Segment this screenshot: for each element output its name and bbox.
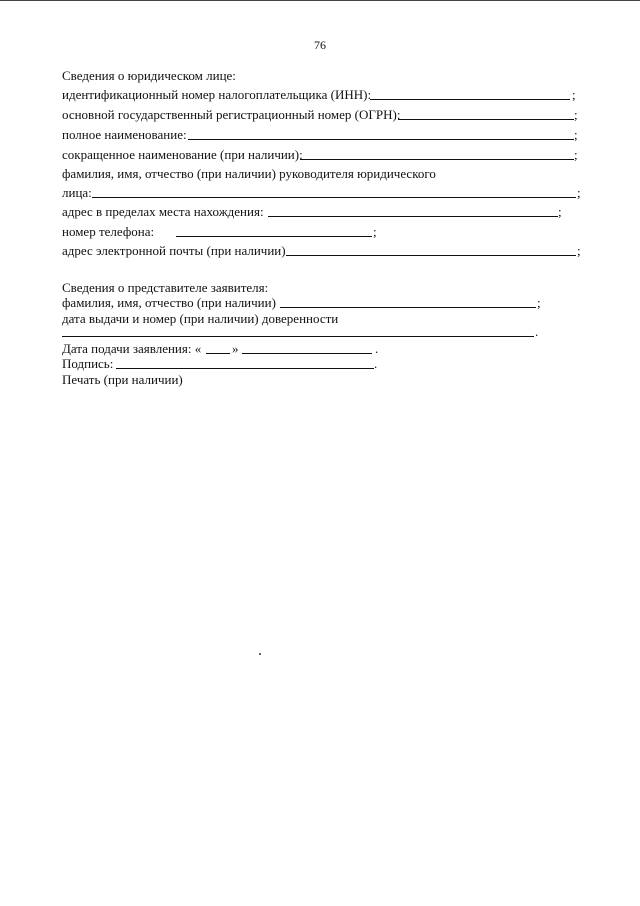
poa-row <box>62 324 544 340</box>
inn-row <box>62 87 578 103</box>
scan-speck <box>259 653 261 655</box>
legal-entity-heading: Сведения о юридическом лице: <box>62 68 236 83</box>
email-label: адрес электронной почты (при наличии) <box>62 243 286 258</box>
rep-name-row <box>62 295 548 311</box>
rep-name-field-line[interactable] <box>280 307 536 308</box>
email-field-line[interactable] <box>286 255 576 256</box>
signature-row <box>62 356 382 372</box>
inn-label: идентификационный номер налогоплательщика (ИНН): <box>62 87 372 102</box>
date-period: . <box>375 341 379 356</box>
poa-period: . <box>535 324 539 339</box>
signature-period: . <box>374 356 378 371</box>
signature-field-line[interactable] <box>116 368 374 369</box>
address-row <box>62 204 562 220</box>
address-label: адрес в пределах места нахождения: <box>62 204 264 219</box>
ogrn-row <box>62 107 578 123</box>
full-name-row <box>62 127 578 143</box>
head-name-label: фамилия, имя, отчество (при наличии) руководителя юридического <box>62 166 436 181</box>
date-close-quote: » <box>232 341 239 356</box>
address-semicolon: ; <box>558 204 562 219</box>
phone-row <box>62 224 382 240</box>
date-row <box>62 341 382 357</box>
page-top-border <box>0 0 640 1</box>
rep-name-label: фамилия, имя, отчество (при наличии) <box>62 295 276 310</box>
stamp-label: Печать (при наличии) <box>62 372 183 387</box>
head-name-semicolon: ; <box>577 185 581 200</box>
phone-label: номер телефона: <box>62 224 155 239</box>
short-name-field-line[interactable] <box>300 159 574 160</box>
phone-semicolon: ; <box>373 224 377 239</box>
short-name-semicolon: ; <box>574 147 578 162</box>
ogrn-label: основной государственный регистрационный номер (ОГРН): <box>62 107 401 122</box>
representative-heading: Сведения о представителе заявителя: <box>62 280 269 295</box>
date-day-field-line[interactable] <box>206 353 230 354</box>
short-name-label: сокращенное наименование (при наличии): <box>62 147 303 162</box>
inn-field-line[interactable] <box>370 99 570 100</box>
head-name-field-line[interactable] <box>92 197 576 198</box>
head-name-label-cont: лица: <box>62 185 92 200</box>
poa-field-line[interactable] <box>62 336 534 337</box>
signature-label: Подпись: <box>62 356 114 371</box>
ogrn-field-line[interactable] <box>398 119 574 120</box>
phone-field-line[interactable] <box>176 236 372 237</box>
short-name-row <box>62 147 578 163</box>
date-month-year-field-line[interactable] <box>242 353 372 354</box>
poa-label: дата выдачи и номер (при наличии) доверенности <box>62 311 339 326</box>
ogrn-semicolon: ; <box>574 107 578 122</box>
full-name-semicolon: ; <box>574 127 578 142</box>
full-name-label: полное наименование: <box>62 127 187 142</box>
date-label: Дата подачи заявления: « <box>62 341 202 356</box>
email-semicolon: ; <box>577 243 581 258</box>
head-name-row <box>62 185 582 201</box>
email-row <box>62 243 582 259</box>
address-field-line[interactable] <box>268 216 558 217</box>
full-name-field-line[interactable] <box>188 139 574 140</box>
page-number: 76 <box>314 38 326 52</box>
inn-semicolon: ; <box>572 87 576 102</box>
rep-name-semicolon: ; <box>537 295 541 310</box>
